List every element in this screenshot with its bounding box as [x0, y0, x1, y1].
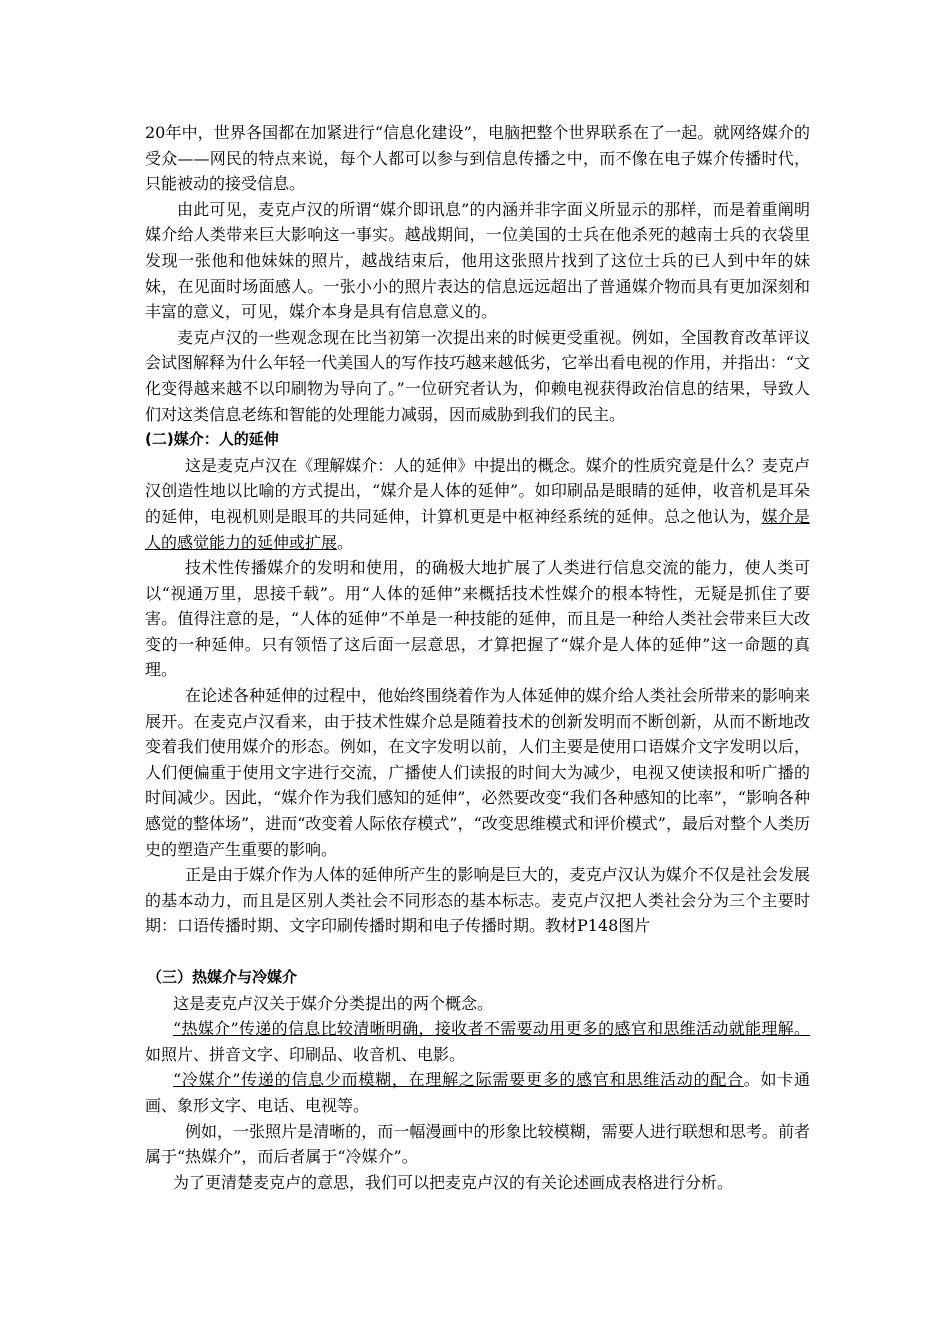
paragraph-photo-example: 例如，一张照片是清晰的，而一幅漫画中的形象比较模糊，需要人进行联想和思考。前者属于“热媒介”，而后者属于“冷媒介”。 [145, 1121, 810, 1167]
underlined-cold-media-definition: “冷媒介”传递的信息少而模糊，在理解之际需要更多的感官和思维活动的配合 [173, 1070, 744, 1090]
paragraph-network-media: 20年中，世界各国都在加紧进行“信息化建设”，电脑把整个世界联系在了一起。就网络媒介的受众——网民的特点来说，每个人都可以参与到信息传播之中，而不像在电子媒介传播时代，只能被动的接受信息。 [145, 123, 810, 194]
paragraph-cold-media [145, 1067, 810, 1118]
paragraph-extension-text: 这是麦克卢汉在《理解媒介：人的延伸》中提出的概念。媒介的性质究竟是什么？麦克卢汉创造性地以比喻的方式提出，“媒介是人体的延伸”。如印刷品是眼睛的延伸，收音机是耳朵的延伸，电视机则是眼耳的共同延伸，计算机更是中枢神经系统的延伸。总之他认为， [145, 455, 810, 526]
paragraph-table-intro: 为了更清楚麦克卢的意思，我们可以把麦克卢汉的有关论述画成表格进行分析。 [173, 1172, 734, 1192]
section-heading-extension: (二)媒介：人的延伸 [145, 430, 279, 449]
paragraph-technical-media: 技术性传播媒介的发明和使用，的确极大地扩展了人类进行信息交流的能力，使人类可以“视通万里，思接千载”。用“人体的延伸”来概括技术性媒介的根本特性，无疑是抓住了要害。值得注意的是，“人体的延伸”不单是一种技能的延伸，而且是一种给人类社会带来巨大改变的一种延伸。只有领悟了这后面一层意思，才算把握了“媒介是人体的延伸”这一命题的真理。 [145, 558, 810, 680]
paragraph-mcluhan-ideas: 麦克卢汉的一些观念现在比当初第一次提出来的时候更受重视。例如，全国教育改革评议会试图解释为什么年轻一代美国人的写作技巧越来越低劣，它举出看电视的作用，并指出：“文化变得越来越不以印刷物为导向了。”一位研究者认为，仰赖电视获得政治信息的结果，导致人们对这类信息老练和智能的处理能力减弱，因而威胁到我们的民主。 [145, 327, 810, 424]
hot-media-examples: 如照片、拼音文字、印刷品、收音机、电影。 [145, 1044, 466, 1064]
section-heading-hot-cold-media: （三）热媒介与冷媒介 [147, 968, 298, 986]
paragraph-extension-concept [145, 453, 810, 555]
underlined-key-sentence: 媒介是人的感觉能力的延伸或扩展 [145, 506, 810, 552]
paragraph-extension-influence: 在论述各种延伸的过程中，他始终围绕着作为人体延伸的媒介给人类社会所带来的影响来展开。在麦克卢汉看来，由于技术性媒介总是随着技术的创新发明而不断创新，从而不断地改变着我们使用媒介的形态。例如，在文字发明以前，人们主要是使用口语媒介文字发明以后，人们便偏重于使用文字进行交流，广播使人们读报的时间大为减少，电视又使读报和听广播的时间减少。因此，“媒介作为我们感知的延伸”，必然要改变“我们各种感知的比率”，“影响各种感觉的整体场”，进而“改变着人际依存模式”，“改变思维模式和评价模式”，最后对整个人类历史的塑造产生重要的影响。 [145, 686, 810, 859]
paragraph-social-periods: 正是由于媒介作为人体的延伸所产生的影响是巨大的，麦克卢汉认为媒介不仅是社会发展的基本动力，而且是区别人类社会不同形态的基本标志。麦克卢汉把人类社会分为三个主要时期：口语传播时期、文字印刷传播时期和电子传播时期。教材P148图片 [145, 865, 810, 936]
document-page [145, 120, 810, 1195]
paragraph-extension-end: 。 [337, 532, 354, 552]
paragraph-classification-intro: 这是麦克卢汉关于媒介分类提出的两个概念。 [173, 993, 494, 1013]
cold-media-examples: 。如卡通画、象形文字、电话、电视等。 [145, 1070, 810, 1115]
paragraph-hot-media [145, 1016, 810, 1067]
underlined-hot-media-definition: “热媒介”传递的信息比较清晰明确，接收者不需要动用更多的感官和思维活动就能理解。 [173, 1019, 810, 1039]
paragraph-medium-is-message: 由此可见，麦克卢汉的所谓“媒介即讯息”的内涵并非字面义所显示的那样，而是着重阐明媒介给人类带来巨大影响这一事实。越战期间，一位美国的士兵在他杀死的越南士兵的衣袋里发现一张他和他妹妹的照片，越战结束后，他用这张照片找到了这位士兵的已人到中年的妹妹，在见面时场面感人。一张小小的照片表达的信息远远超出了普通媒介物而具有更加深刻和丰富的意义，可见，媒介本身是具有信息意义的。 [145, 199, 810, 322]
